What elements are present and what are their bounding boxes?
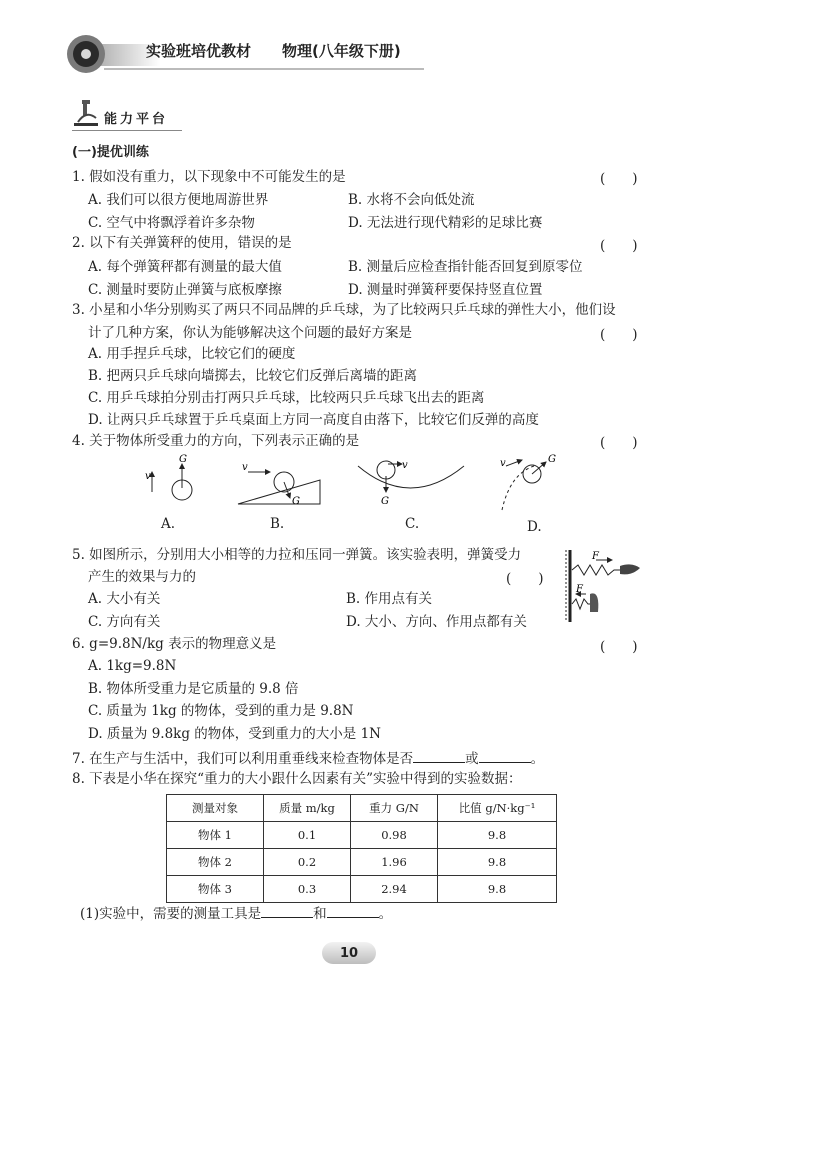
q8-sub1-blank-1[interactable] — [261, 903, 313, 918]
q3-option-b: B. 把两只乒乓球向墙掷去，比较它们反弹后离墙的距离 — [88, 368, 418, 384]
table-header-cell: 质量 m/kg — [264, 795, 351, 822]
q3-option-c: C. 用乒乓球拍分别击打两只乒乓球，比较两只乒乓球飞出去的距离 — [88, 390, 485, 406]
diagram-b-v: v — [242, 462, 248, 473]
table-cell: 0.2 — [264, 849, 351, 876]
q4-gravity-diagrams — [130, 452, 580, 516]
diagram-d — [500, 454, 556, 510]
table-cell: 9.8 — [438, 822, 557, 849]
q8-stem: 8. 下表是小华在探究“重力的大小跟什么因素有关”实验中得到的实验数据： — [72, 771, 522, 787]
q8-sub1-mid: 和 — [313, 906, 327, 922]
q4-answer-paren: ( ) — [600, 435, 638, 451]
section-subheading: (一)提优训练 — [72, 145, 149, 160]
q2-answer-paren: ( ) — [600, 238, 638, 254]
q4-label-b: B. — [270, 516, 285, 532]
q3-stem-line1: 3. 小星和小华分别购买了两只不同品牌的乒乓球，为了比较两只乒乓球的弹性大小，他们设 — [72, 302, 616, 318]
q3-option-d: D. 让两只乒乓球置于乒乓桌面上方同一高度自由落下，比较它们反弹的高度 — [88, 412, 539, 428]
q5-option-d: D. 大小、方向、作用点都有关 — [346, 614, 527, 630]
q1-option-a: A. 我们可以很方便地周游世界 — [88, 192, 269, 208]
q8-sub1-blank-2[interactable] — [327, 903, 379, 918]
q8-data-table — [166, 794, 557, 903]
microscope-icon — [72, 96, 102, 130]
page-number-badge — [322, 942, 376, 964]
q8-sub1-pre: (1)实验中，需要的测量工具是 — [80, 906, 262, 922]
q3-answer-paren: ( ) — [600, 327, 638, 343]
table-header-cell: 比值 g/N·kg⁻¹ — [438, 795, 557, 822]
diagram-d-v: v — [500, 458, 506, 469]
q7-blank-2[interactable] — [479, 748, 531, 763]
q7-text-post: 。 — [530, 751, 545, 767]
diagram-a-v: v — [145, 471, 151, 482]
q5-spring-diagram — [560, 548, 644, 624]
table-cell: 0.98 — [351, 822, 438, 849]
header-subject: 物理(八年级下册) — [282, 42, 401, 60]
table-header-cell: 重力 G/N — [351, 795, 438, 822]
table-cell: 0.3 — [264, 876, 351, 903]
section-heading: 能力平台 — [104, 112, 169, 127]
q4-label-a: A. — [161, 516, 176, 532]
table-cell: 9.8 — [438, 876, 557, 903]
diagram-b-g: G — [292, 496, 300, 507]
q1-stem: 1. 假如没有重力，以下现象中不可能发生的是 — [72, 169, 346, 185]
diagram-a — [145, 454, 192, 500]
table-cell: 0.1 — [264, 822, 351, 849]
q2-option-c: C. 测量时要防止弹簧与底板摩擦 — [88, 282, 282, 298]
q4-label-c: C. — [405, 516, 420, 532]
q2-option-d: D. 测量时弹簧秤要保持竖直位置 — [348, 282, 543, 298]
q4-label-d: D. — [527, 519, 542, 535]
q5-option-b: B. 作用点有关 — [346, 591, 433, 607]
q1-option-b: B. 水将不会向低处流 — [348, 192, 475, 208]
table-cell: 物体 3 — [167, 876, 264, 903]
q2-option-b: B. 测量后应检查指针能否回复到原零位 — [348, 259, 583, 275]
q7-text-pre: 7. 在生产与生活中，我们可以利用重垂线来检查物体是否 — [72, 751, 414, 767]
q2-option-a: A. 每个弹簧秤都有测量的最大值 — [88, 259, 282, 275]
q2-stem: 2. 以下有关弹簧秤的使用，错误的是 — [72, 235, 292, 251]
table-row — [167, 876, 557, 903]
table-row — [167, 849, 557, 876]
q5-option-a: A. 大小有关 — [88, 591, 161, 607]
header-title: 实验班培优教材 — [146, 42, 252, 60]
diagram-c — [358, 460, 464, 507]
table-cell: 1.96 — [351, 849, 438, 876]
q8-sub1-line — [80, 903, 392, 923]
diagram-b — [238, 462, 320, 507]
q1-answer-paren: ( ) — [600, 171, 638, 187]
q5-force-bottom: F — [576, 584, 583, 595]
table-header-cell: 测量对象 — [167, 795, 264, 822]
q5-force-top: F — [592, 551, 599, 562]
section-underline — [72, 130, 182, 131]
q4-stem: 4. 关于物体所受重力的方向，下列表示正确的是 — [72, 433, 360, 449]
q6-option-d: D. 质量为 9.8kg 的物体，受到重力的大小是 1N — [88, 726, 381, 742]
page-number: 10 — [339, 946, 359, 961]
header-bar — [60, 34, 420, 74]
diagram-d-g: G — [548, 454, 556, 465]
q8-sub1-post: 。 — [378, 906, 393, 922]
q7-text-mid: 或 — [465, 751, 479, 767]
diagram-c-g: G — [381, 496, 389, 507]
diagram-a-g: G — [179, 454, 187, 465]
table-cell: 物体 1 — [167, 822, 264, 849]
q7-blank-1[interactable] — [413, 748, 465, 763]
q5-answer-paren: ( ) — [506, 571, 544, 587]
q3-stem-line2: 计了几种方案，你认为能够解决这个问题的最好方案是 — [88, 325, 412, 341]
table-header-row — [167, 795, 557, 822]
table-cell: 9.8 — [438, 849, 557, 876]
table-cell: 物体 2 — [167, 849, 264, 876]
q3-option-a: A. 用手捏乒乓球，比较它们的硬度 — [88, 346, 296, 362]
q7-line — [72, 748, 544, 768]
q6-option-a: A. 1kg=9.8N — [88, 658, 177, 674]
q5-stem-line1: 5. 如图所示，分别用大小相等的力拉和压同一弹簧。该实验表明，弹簧受力 — [72, 547, 522, 563]
q5-stem-line2: 产生的效果与力的 — [88, 569, 196, 585]
table-cell: 2.94 — [351, 876, 438, 903]
q6-option-b: B. 物体所受重力是它质量的 9.8 倍 — [88, 681, 299, 697]
q1-option-c: C. 空气中将飘浮着许多杂物 — [88, 215, 255, 231]
q5-option-c: C. 方向有关 — [88, 614, 161, 630]
q6-answer-paren: ( ) — [600, 639, 638, 655]
diagram-c-v: v — [402, 460, 408, 471]
q1-option-d: D. 无法进行现代精彩的足球比赛 — [348, 215, 543, 231]
q6-option-c: C. 质量为 1kg 的物体，受到的重力是 9.8N — [88, 703, 354, 719]
table-row — [167, 822, 557, 849]
q6-stem: 6. g=9.8N/kg 表示的物理意义是 — [72, 636, 277, 652]
